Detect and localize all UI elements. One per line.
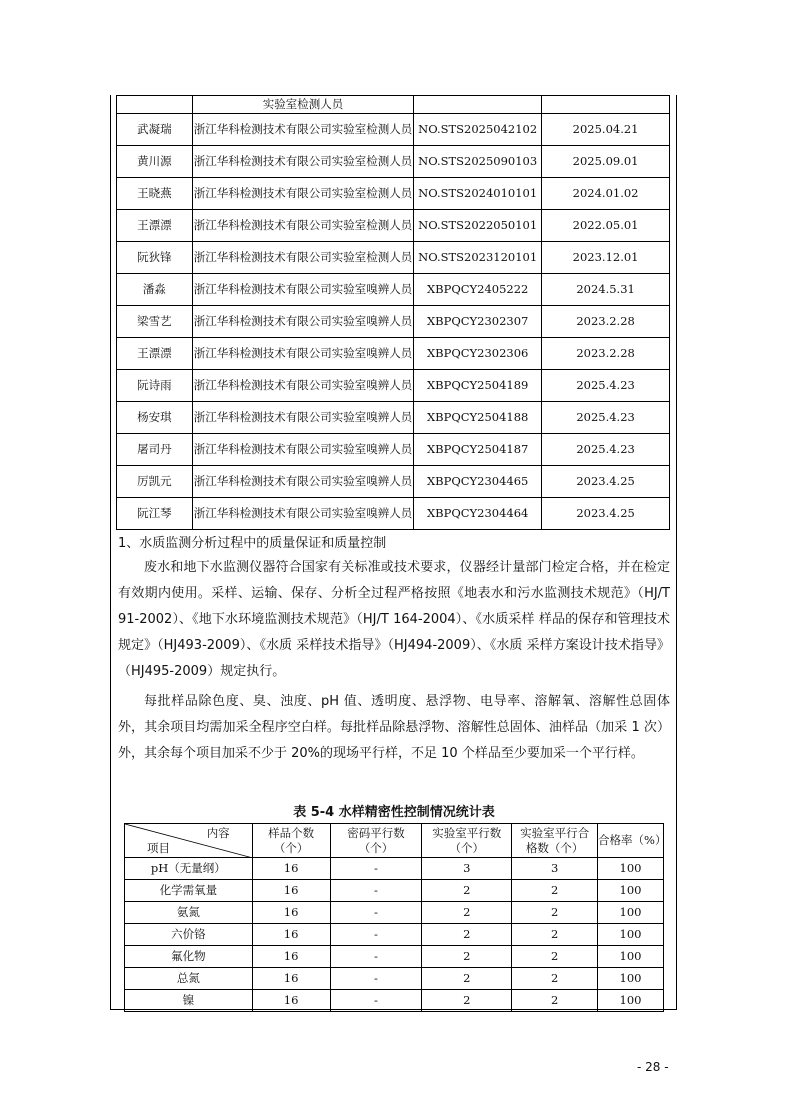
page-number: - 28 - bbox=[637, 1060, 669, 1074]
lab-pass-cell: 2 bbox=[512, 924, 598, 946]
org-cell: 浙江华科检测技术有限公司实验室检测人员 bbox=[192, 242, 413, 274]
cert-cell: XBPQCY2504187 bbox=[414, 434, 542, 466]
header-cell: 密码平行数 （个） bbox=[330, 824, 422, 858]
cert-cell: NO.STS2024010101 bbox=[414, 178, 542, 210]
lab-parallel-cell: 2 bbox=[422, 946, 512, 968]
org-cell: 浙江华科检测技术有限公司实验室嗅辨人员 bbox=[192, 274, 413, 306]
org-cell: 实验室检测人员 bbox=[192, 96, 413, 114]
org-cell: 浙江华科检测技术有限公司实验室嗅辨人员 bbox=[192, 306, 413, 338]
blind-parallel-cell: - bbox=[330, 946, 422, 968]
item-cell: pH（无量纲） bbox=[125, 858, 253, 880]
date-cell: 2022.05.01 bbox=[542, 210, 670, 242]
blind-parallel-cell: - bbox=[330, 968, 422, 990]
item-cell: 氨氮 bbox=[125, 902, 253, 924]
header-cell: 合格率（%） bbox=[598, 824, 664, 858]
name-cell: 王晓燕 bbox=[117, 178, 193, 210]
cert-cell: XBPQCY2302306 bbox=[414, 338, 542, 370]
lab-parallel-cell: 2 bbox=[422, 880, 512, 902]
section-heading: 1、水质监测分析过程中的质量保证和质量控制 bbox=[118, 536, 387, 551]
org-cell: 浙江华科检测技术有限公司实验室检测人员 bbox=[192, 178, 413, 210]
date-cell: 2023.2.28 bbox=[542, 338, 670, 370]
cert-cell: NO.STS2022050101 bbox=[414, 210, 542, 242]
table-row bbox=[125, 946, 664, 968]
name-cell: 厉凯元 bbox=[117, 466, 193, 498]
cert-cell: NO.STS2025090103 bbox=[414, 146, 542, 178]
pass-rate-cell: 100 bbox=[598, 902, 664, 924]
table-row bbox=[117, 146, 670, 178]
table-row bbox=[125, 858, 664, 880]
table-row bbox=[117, 338, 670, 370]
samples-cell: 16 bbox=[252, 880, 330, 902]
name-cell: 武凝瑞 bbox=[117, 114, 193, 146]
lab-pass-cell: 2 bbox=[512, 946, 598, 968]
lab-pass-cell: 3 bbox=[512, 858, 598, 880]
table-row bbox=[117, 114, 670, 146]
pass-rate-cell: 100 bbox=[598, 946, 664, 968]
pass-rate-cell: 100 bbox=[598, 924, 664, 946]
samples-cell: 16 bbox=[252, 858, 330, 880]
org-cell: 浙江华科检测技术有限公司实验室检测人员 bbox=[192, 114, 413, 146]
name-cell: 杨安琪 bbox=[117, 402, 193, 434]
name-cell: 梁雪艺 bbox=[117, 306, 193, 338]
cert-cell: NO.STS2023120101 bbox=[414, 242, 542, 274]
precision-table bbox=[124, 823, 667, 1012]
item-cell: 氟化物 bbox=[125, 946, 253, 968]
lab-pass-cell: 2 bbox=[512, 880, 598, 902]
table-row bbox=[117, 434, 670, 466]
item-cell: 六价铬 bbox=[125, 924, 253, 946]
header-cell: 实验室平行合 格数（个） bbox=[512, 824, 598, 858]
samples-cell: 16 bbox=[252, 924, 330, 946]
table-row bbox=[117, 498, 670, 530]
table-row bbox=[117, 370, 670, 402]
name-cell: 阮江琴 bbox=[117, 498, 193, 530]
date-cell: 2025.04.21 bbox=[542, 114, 670, 146]
date-cell: 2024.5.31 bbox=[542, 274, 670, 306]
lab-parallel-cell: 2 bbox=[422, 990, 512, 1012]
lab-parallel-cell: 3 bbox=[422, 858, 512, 880]
pass-rate-cell: 100 bbox=[598, 990, 664, 1012]
item-cell: 化学需氧量 bbox=[125, 880, 253, 902]
samples-cell: 16 bbox=[252, 990, 330, 1012]
name-cell: 阮诗雨 bbox=[117, 370, 193, 402]
header-content: 内容 bbox=[206, 826, 230, 840]
name-cell: 屠司丹 bbox=[117, 434, 193, 466]
pass-rate-cell: 100 bbox=[598, 858, 664, 880]
samples-cell: 16 bbox=[252, 946, 330, 968]
table-row bbox=[117, 466, 670, 498]
table-row bbox=[117, 178, 670, 210]
org-cell: 浙江华科检测技术有限公司实验室检测人员 bbox=[192, 210, 413, 242]
diagonal-line bbox=[125, 824, 253, 858]
name-cell: 王漂漂 bbox=[117, 338, 193, 370]
cert-cell: XBPQCY2504189 bbox=[414, 370, 542, 402]
lab-pass-cell: 2 bbox=[512, 990, 598, 1012]
table-row bbox=[117, 242, 670, 274]
table-row bbox=[117, 96, 670, 114]
table-row bbox=[117, 306, 670, 338]
table-caption: 表 5-4 水样精密性控制情况统计表 bbox=[293, 805, 495, 820]
table-row bbox=[117, 402, 670, 434]
lab-pass-cell: 2 bbox=[512, 968, 598, 990]
blind-parallel-cell: - bbox=[330, 990, 422, 1012]
org-cell: 浙江华科检测技术有限公司实验室嗅辨人员 bbox=[192, 434, 413, 466]
paragraph: 每批样品除色度、臭、浊度、pH 值、透明度、悬浮物、电导率、溶解氧、溶解性总固体外，其余项目均需加采全程序空白样。每批样品除悬浮物、溶解性总固体、油样品（加采 1 次）外，其余每个项目加采不少于 20%的现场平行样，不足 10 个样品至少要加采一个平行样。 bbox=[118, 694, 670, 761]
header-cell: 样品个数 （个） bbox=[252, 824, 330, 858]
samples-cell: 16 bbox=[252, 968, 330, 990]
table-row bbox=[125, 990, 664, 1012]
samples-cell: 16 bbox=[252, 902, 330, 924]
item-cell: 镍 bbox=[125, 990, 253, 1012]
org-cell: 浙江华科检测技术有限公司实验室检测人员 bbox=[192, 146, 413, 178]
item-cell: 总氮 bbox=[125, 968, 253, 990]
name-cell: 阮狄锋 bbox=[117, 242, 193, 274]
header-cell: 实验室平行数 （个） bbox=[422, 824, 512, 858]
table-row bbox=[125, 924, 664, 946]
header-item: 项目 bbox=[147, 841, 170, 855]
lab-parallel-cell: 2 bbox=[422, 924, 512, 946]
table-row bbox=[125, 902, 664, 924]
cert-cell: XBPQCY2304465 bbox=[414, 466, 542, 498]
date-cell: 2024.01.02 bbox=[542, 178, 670, 210]
name-cell: 潘淼 bbox=[117, 274, 193, 306]
blind-parallel-cell: - bbox=[330, 902, 422, 924]
pass-rate-cell: 100 bbox=[598, 968, 664, 990]
lab-pass-cell: 2 bbox=[512, 902, 598, 924]
date-cell: 2023.4.25 bbox=[542, 466, 670, 498]
date-cell: 2025.4.23 bbox=[542, 402, 670, 434]
date-cell: 2025.4.23 bbox=[542, 434, 670, 466]
org-cell: 浙江华科检测技术有限公司实验室嗅辨人员 bbox=[192, 402, 413, 434]
personnel-table bbox=[116, 95, 670, 530]
name-cell: 黄川源 bbox=[117, 146, 193, 178]
diagonal-header bbox=[125, 824, 253, 858]
org-cell: 浙江华科检测技术有限公司实验室嗅辨人员 bbox=[192, 466, 413, 498]
table-row bbox=[117, 274, 670, 306]
date-cell: 2023.2.28 bbox=[542, 306, 670, 338]
table-row bbox=[125, 880, 664, 902]
cert-cell: XBPQCY2405222 bbox=[414, 274, 542, 306]
header-row bbox=[125, 824, 664, 858]
blind-parallel-cell: - bbox=[330, 924, 422, 946]
cert-cell: XBPQCY2304464 bbox=[414, 498, 542, 530]
table-row bbox=[117, 210, 670, 242]
blind-parallel-cell: - bbox=[330, 858, 422, 880]
paragraph: 废水和地下水监测仪器符合国家有关标准或技术要求，仪器经计量部门检定合格，并在检定有效期内使用。采样、运输、保存、分析全过程严格按照《地表水和污水监测技术规范》（HJ/T 91-2002）、《地下水环境监测技术规范》（HJ/T 164-2004）、《水质采样 样品的保存和管理技术规定》（HJ493-2009）、《水质 采样技术指导》（HJ494-2009）、《水质 采样方案设计技术指导》（HJ495-2009）规定执行。 bbox=[118, 560, 670, 679]
cert-cell: XBPQCY2302307 bbox=[414, 306, 542, 338]
pass-rate-cell: 100 bbox=[598, 880, 664, 902]
date-cell: 2023.4.25 bbox=[542, 498, 670, 530]
org-cell: 浙江华科检测技术有限公司实验室嗅辨人员 bbox=[192, 498, 413, 530]
blind-parallel-cell: - bbox=[330, 880, 422, 902]
name-cell: 王漂漂 bbox=[117, 210, 193, 242]
lab-parallel-cell: 2 bbox=[422, 968, 512, 990]
cert-cell: XBPQCY2504188 bbox=[414, 402, 542, 434]
org-cell: 浙江华科检测技术有限公司实验室嗅辨人员 bbox=[192, 338, 413, 370]
cert-cell: NO.STS2025042102 bbox=[414, 114, 542, 146]
date-cell: 2025.4.23 bbox=[542, 370, 670, 402]
date-cell: 2025.09.01 bbox=[542, 146, 670, 178]
org-cell: 浙江华科检测技术有限公司实验室嗅辨人员 bbox=[192, 370, 413, 402]
date-cell: 2023.12.01 bbox=[542, 242, 670, 274]
table-row bbox=[125, 968, 664, 990]
lab-parallel-cell: 2 bbox=[422, 902, 512, 924]
